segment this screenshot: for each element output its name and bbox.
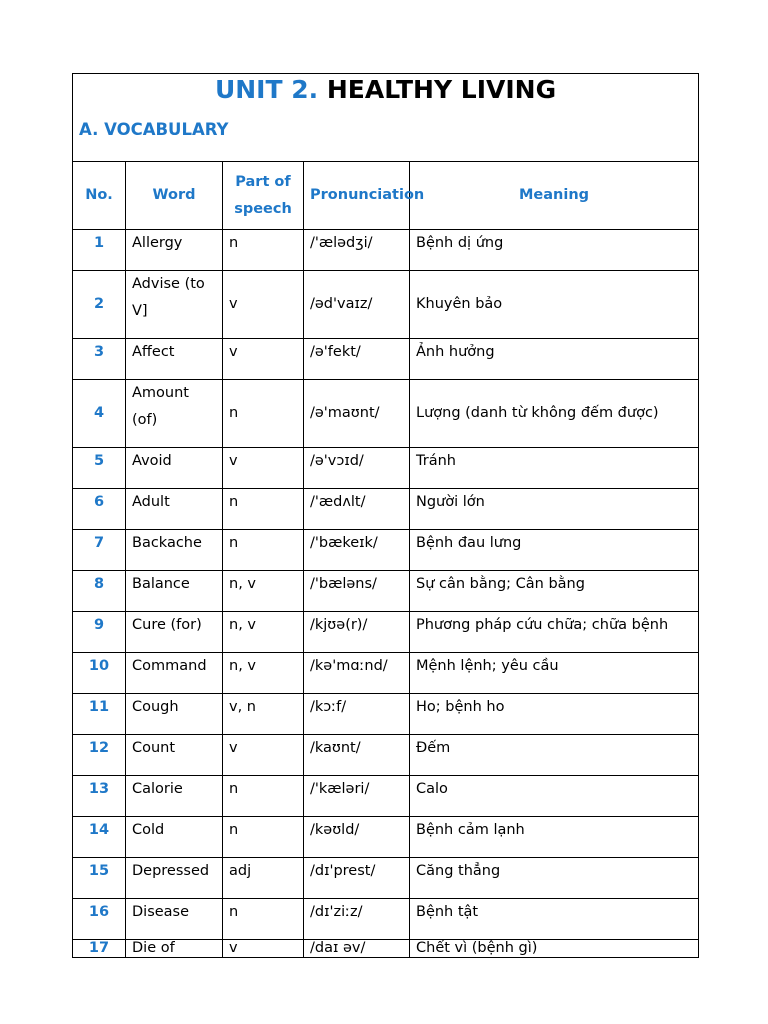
cell-part-of-speech: n — [223, 230, 304, 271]
cell-word: Die of — [126, 940, 223, 958]
cell-no: 9 — [73, 612, 126, 653]
cell-no: 11 — [73, 694, 126, 735]
cell-part-of-speech: v — [223, 339, 304, 380]
cell-no: 7 — [73, 530, 126, 571]
cell-part-of-speech: n, v — [223, 653, 304, 694]
cell-no: 5 — [73, 448, 126, 489]
cell-no: 3 — [73, 339, 126, 380]
table-row — [73, 230, 699, 271]
table-row — [73, 776, 699, 817]
cell-part-of-speech: n — [223, 899, 304, 940]
cell-word: Amount (of) — [126, 380, 223, 448]
unit-label: UNIT 2. — [214, 75, 319, 104]
cell-word: Cure (for) — [126, 612, 223, 653]
cell-word: Cold — [126, 817, 223, 858]
page-title — [73, 75, 698, 109]
cell-word: Adult — [126, 489, 223, 530]
cell-word: Balance — [126, 571, 223, 612]
cell-meaning: Ho; bệnh ho — [410, 694, 699, 735]
unit-title: HEALTHY LIVING — [326, 75, 557, 104]
cell-pronunciation: /kəʊld/ — [304, 817, 410, 858]
cell-pronunciation: /'ælədʒi/ — [304, 230, 410, 271]
cell-meaning: Đếm — [410, 735, 699, 776]
cell-part-of-speech: n — [223, 380, 304, 448]
cell-part-of-speech: v — [223, 940, 304, 958]
vocabulary-sheet — [72, 73, 698, 958]
cell-part-of-speech: v — [223, 271, 304, 339]
cell-meaning: Sự cân bằng; Cân bằng — [410, 571, 699, 612]
cell-pronunciation: /kɔːf/ — [304, 694, 410, 735]
cell-word: Depressed — [126, 858, 223, 899]
cell-meaning: Chết vì (bệnh gì) — [410, 940, 699, 958]
header-row — [73, 162, 699, 230]
cell-meaning: Ảnh hưởng — [410, 339, 699, 380]
cell-part-of-speech: adj — [223, 858, 304, 899]
cell-pronunciation: /kjʊə(r)/ — [304, 612, 410, 653]
cell-pronunciation: /'bækeɪk/ — [304, 530, 410, 571]
cell-pronunciation: /əd'vaɪz/ — [304, 271, 410, 339]
cell-part-of-speech: n, v — [223, 612, 304, 653]
cell-pronunciation: /dɪ'ziːz/ — [304, 899, 410, 940]
cell-part-of-speech: n, v — [223, 571, 304, 612]
cell-pronunciation: /kə'mɑːnd/ — [304, 653, 410, 694]
table-row — [73, 899, 699, 940]
cell-word: Cough — [126, 694, 223, 735]
table-row — [73, 380, 699, 448]
cell-no: 14 — [73, 817, 126, 858]
vocabulary-table — [72, 73, 699, 958]
cell-part-of-speech: v — [223, 448, 304, 489]
table-row — [73, 653, 699, 694]
cell-pronunciation: /dɪ'prest/ — [304, 858, 410, 899]
cell-meaning: Lượng (danh từ không đếm được) — [410, 380, 699, 448]
cell-meaning: Bệnh đau lưng — [410, 530, 699, 571]
header-part-of-speech: Part of speech — [223, 162, 304, 230]
cell-no: 12 — [73, 735, 126, 776]
cell-meaning: Tránh — [410, 448, 699, 489]
cell-word: Advise (to V] — [126, 271, 223, 339]
cell-meaning: Bệnh dị ứng — [410, 230, 699, 271]
cell-pronunciation: /daɪ əv/ — [304, 940, 410, 958]
cell-no: 15 — [73, 858, 126, 899]
cell-meaning: Người lớn — [410, 489, 699, 530]
cell-meaning: Bệnh tật — [410, 899, 699, 940]
cell-no: 10 — [73, 653, 126, 694]
cell-pronunciation: /kaʊnt/ — [304, 735, 410, 776]
cell-meaning: Căng thẳng — [410, 858, 699, 899]
cell-pronunciation: /'bæləns/ — [304, 571, 410, 612]
cell-meaning: Bệnh cảm lạnh — [410, 817, 699, 858]
cell-no: 1 — [73, 230, 126, 271]
cell-no: 16 — [73, 899, 126, 940]
cell-pronunciation: /'ædʌlt/ — [304, 489, 410, 530]
cell-meaning: Calo — [410, 776, 699, 817]
title-cell — [73, 74, 699, 162]
cell-word: Calorie — [126, 776, 223, 817]
cell-no: 6 — [73, 489, 126, 530]
cell-no: 13 — [73, 776, 126, 817]
cell-part-of-speech: v — [223, 735, 304, 776]
cell-word: Affect — [126, 339, 223, 380]
cell-word: Command — [126, 653, 223, 694]
cell-word: Allergy — [126, 230, 223, 271]
cell-no: 8 — [73, 571, 126, 612]
table-row — [73, 339, 699, 380]
cell-no: 2 — [73, 271, 126, 339]
table-row — [73, 530, 699, 571]
cell-word: Avoid — [126, 448, 223, 489]
cell-part-of-speech: n — [223, 530, 304, 571]
cell-part-of-speech: n — [223, 817, 304, 858]
table-row — [73, 271, 699, 339]
header-meaning: Meaning — [410, 162, 699, 230]
table-row — [73, 612, 699, 653]
cell-pronunciation: /ə'fekt/ — [304, 339, 410, 380]
cell-word: Disease — [126, 899, 223, 940]
table-row — [73, 571, 699, 612]
cell-part-of-speech: n — [223, 489, 304, 530]
table-row — [73, 448, 699, 489]
header-pronunciation: Pronunciation — [304, 162, 410, 230]
table-row — [73, 694, 699, 735]
table-row — [73, 940, 699, 958]
header-word: Word — [126, 162, 223, 230]
cell-meaning: Khuyên bảo — [410, 271, 699, 339]
cell-part-of-speech: v, n — [223, 694, 304, 735]
cell-meaning: Phương pháp cứu chữa; chữa bệnh — [410, 612, 699, 653]
cell-pronunciation: /ə'vɔɪd/ — [304, 448, 410, 489]
cell-pronunciation: /ə'maʊnt/ — [304, 380, 410, 448]
cell-pronunciation: /'kæləri/ — [304, 776, 410, 817]
section-heading: A. VOCABULARY — [79, 120, 229, 139]
cell-no: 17 — [73, 940, 126, 958]
table-row — [73, 735, 699, 776]
header-no: No. — [73, 162, 126, 230]
cell-part-of-speech: n — [223, 776, 304, 817]
table-row — [73, 858, 699, 899]
cell-no: 4 — [73, 380, 126, 448]
cell-meaning: Mệnh lệnh; yêu cầu — [410, 653, 699, 694]
table-row — [73, 817, 699, 858]
table-row — [73, 489, 699, 530]
cell-word: Count — [126, 735, 223, 776]
cell-word: Backache — [126, 530, 223, 571]
